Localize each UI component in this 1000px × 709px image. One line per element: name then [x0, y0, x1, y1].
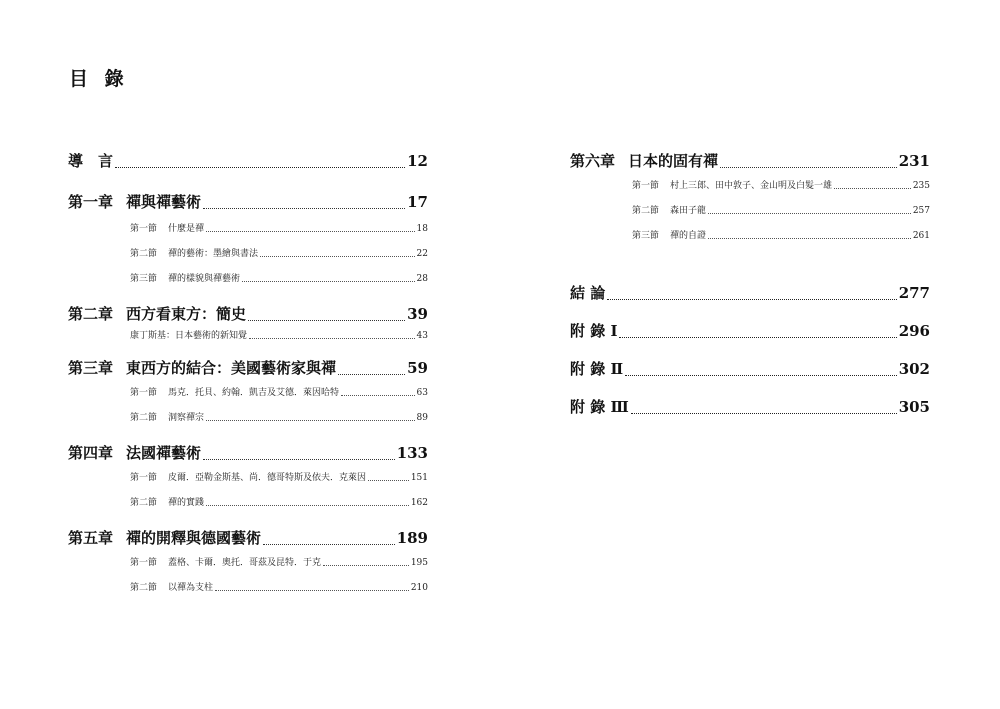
- chapter-page: 133: [396, 444, 428, 462]
- intro-label: 導 言: [68, 152, 114, 170]
- section-page: 257: [912, 206, 930, 216]
- toc-conclusion[interactable]: [570, 282, 930, 304]
- section-title: 森田子龍: [670, 206, 707, 216]
- dot-leader: [242, 280, 415, 282]
- section-title: 康丁斯基：日本藝術的新知覺: [130, 331, 248, 341]
- dot-leader: [260, 255, 415, 257]
- dot-leader: [263, 543, 395, 545]
- chapter-number: 第六章: [570, 152, 616, 170]
- section-title: 馬克．托貝、約翰．凱吉及艾德．萊因哈特: [168, 388, 340, 398]
- section-number: 第二節: [632, 206, 660, 216]
- section-number: 第一節: [130, 473, 158, 483]
- toc-section[interactable]: [632, 178, 930, 192]
- dot-leader: [248, 319, 405, 321]
- section-number: 第一節: [130, 558, 158, 568]
- chapter-page: 17: [407, 193, 428, 211]
- dot-leader: [368, 479, 409, 481]
- section-title: 以禪為支柱: [168, 583, 214, 593]
- section-title: 禪的藝術：墨繪與書法: [168, 249, 259, 259]
- toc-section[interactable]: [130, 385, 428, 399]
- intro-page: 12: [407, 152, 428, 170]
- section-page: 28: [416, 274, 428, 284]
- dot-leader: [203, 458, 395, 460]
- chapter-number: 第四章: [68, 444, 114, 462]
- chapter-number: 第五章: [68, 529, 114, 547]
- toc-section[interactable]: [130, 555, 428, 569]
- chapter-number: 第二章: [68, 305, 114, 323]
- chapter-page: 231: [898, 152, 930, 170]
- chapter-page: 189: [396, 529, 428, 547]
- section-title: 禪的自證: [670, 231, 707, 241]
- toc-section[interactable]: [130, 246, 428, 260]
- dot-leader: [115, 166, 405, 168]
- chapter-title: 禪的開釋與德國藝術: [126, 529, 262, 547]
- back-matter-label: 附 錄 Ⅰ: [570, 322, 618, 340]
- section-page: 210: [410, 583, 428, 593]
- section-number: 第一節: [130, 388, 158, 398]
- section-page: 43: [416, 331, 428, 341]
- toc-appendix-3[interactable]: [570, 396, 930, 418]
- chapter-page: 39: [407, 305, 428, 323]
- section-page: 22: [416, 249, 428, 259]
- dot-leader: [203, 207, 405, 209]
- page-title: 目 錄: [69, 68, 129, 90]
- chapter-title: 禪與禪藝術: [126, 193, 202, 211]
- section-number: 第二節: [130, 413, 158, 423]
- toc-chapter-4[interactable]: [68, 442, 428, 464]
- section-title: 禪的實踐: [168, 498, 205, 508]
- toc-section[interactable]: [130, 221, 428, 235]
- toc-appendix-1[interactable]: [570, 320, 930, 342]
- toc-section[interactable]: [632, 228, 930, 242]
- section-page: 89: [416, 413, 428, 423]
- dot-leader: [720, 166, 897, 168]
- dot-leader: [708, 212, 911, 214]
- chapter-title: 日本的固有禪: [628, 152, 719, 170]
- toc-chapter-3[interactable]: [68, 357, 428, 379]
- dot-leader: [619, 336, 896, 338]
- back-matter-page: 296: [898, 322, 930, 340]
- dot-leader: [708, 237, 911, 239]
- back-matter-label: 結 論: [570, 284, 606, 302]
- section-number: 第二節: [130, 498, 158, 508]
- dot-leader: [206, 419, 415, 421]
- section-number: 第一節: [130, 224, 158, 234]
- back-matter-page: 302: [898, 360, 930, 378]
- section-number: 第二節: [130, 249, 158, 259]
- chapter-title: 東西方的結合：美國藝術家與禪: [126, 359, 337, 377]
- dot-leader: [323, 564, 409, 566]
- chapter-page: 59: [407, 359, 428, 377]
- section-title: 什麼是禪: [168, 224, 205, 234]
- section-title: 洞察禪宗: [168, 413, 205, 423]
- toc-chapter-2[interactable]: [68, 303, 428, 325]
- dot-leader: [206, 504, 409, 506]
- section-page: 18: [416, 224, 428, 234]
- section-title: 村上三郎、田中敦子、金山明及白髮一雄: [670, 181, 833, 191]
- section-page: 63: [416, 388, 428, 398]
- dot-leader: [249, 337, 415, 339]
- toc-right-column: [570, 150, 930, 418]
- toc-chapter-1[interactable]: [68, 191, 428, 213]
- toc-section[interactable]: [632, 203, 930, 217]
- back-matter-label: 附 錄 Ⅱ: [570, 360, 624, 378]
- section-number: 第一節: [632, 181, 660, 191]
- section-title: 皮爾．亞勒金斯基、尚．德哥特斯及依夫．克萊因: [168, 473, 367, 483]
- toc-section[interactable]: [130, 470, 428, 484]
- dot-leader: [834, 187, 911, 189]
- section-page: 195: [410, 558, 428, 568]
- toc-chapter-5[interactable]: [68, 527, 428, 549]
- toc-section[interactable]: [130, 410, 428, 424]
- back-matter-page: 277: [898, 284, 930, 302]
- toc-section[interactable]: [130, 328, 428, 342]
- section-title: 禪的樣貌與禪藝術: [168, 274, 241, 284]
- section-number: 第三節: [130, 274, 158, 284]
- toc-section[interactable]: [130, 271, 428, 285]
- chapter-number: 第三章: [68, 359, 114, 377]
- toc-section[interactable]: [130, 580, 428, 594]
- dot-leader: [607, 298, 896, 300]
- dot-leader: [631, 412, 897, 414]
- back-matter-page: 305: [898, 398, 930, 416]
- dot-leader: [625, 374, 897, 376]
- section-number: 第二節: [130, 583, 158, 593]
- toc-left-column: [68, 150, 428, 594]
- chapter-title: 西方看東方：簡史: [126, 305, 247, 323]
- section-number: 第三節: [632, 231, 660, 241]
- dot-leader: [206, 230, 415, 232]
- dot-leader: [338, 373, 405, 375]
- dot-leader: [341, 394, 415, 396]
- toc-intro[interactable]: [68, 150, 428, 172]
- back-matter-label: 附 錄 Ⅲ: [570, 398, 629, 416]
- toc-appendix-2[interactable]: [570, 358, 930, 380]
- toc-section[interactable]: [130, 495, 428, 509]
- chapter-number: 第一章: [68, 193, 114, 211]
- dot-leader: [215, 589, 409, 591]
- section-page: 261: [912, 231, 930, 241]
- chapter-title: 法國禪藝術: [126, 444, 202, 462]
- section-page: 235: [912, 181, 930, 191]
- section-page: 162: [410, 498, 428, 508]
- toc-chapter-6[interactable]: [570, 150, 930, 172]
- section-title: 蓋格、卡爾．奧托．哥茲及昆特．于克: [168, 558, 322, 568]
- section-page: 151: [410, 473, 428, 483]
